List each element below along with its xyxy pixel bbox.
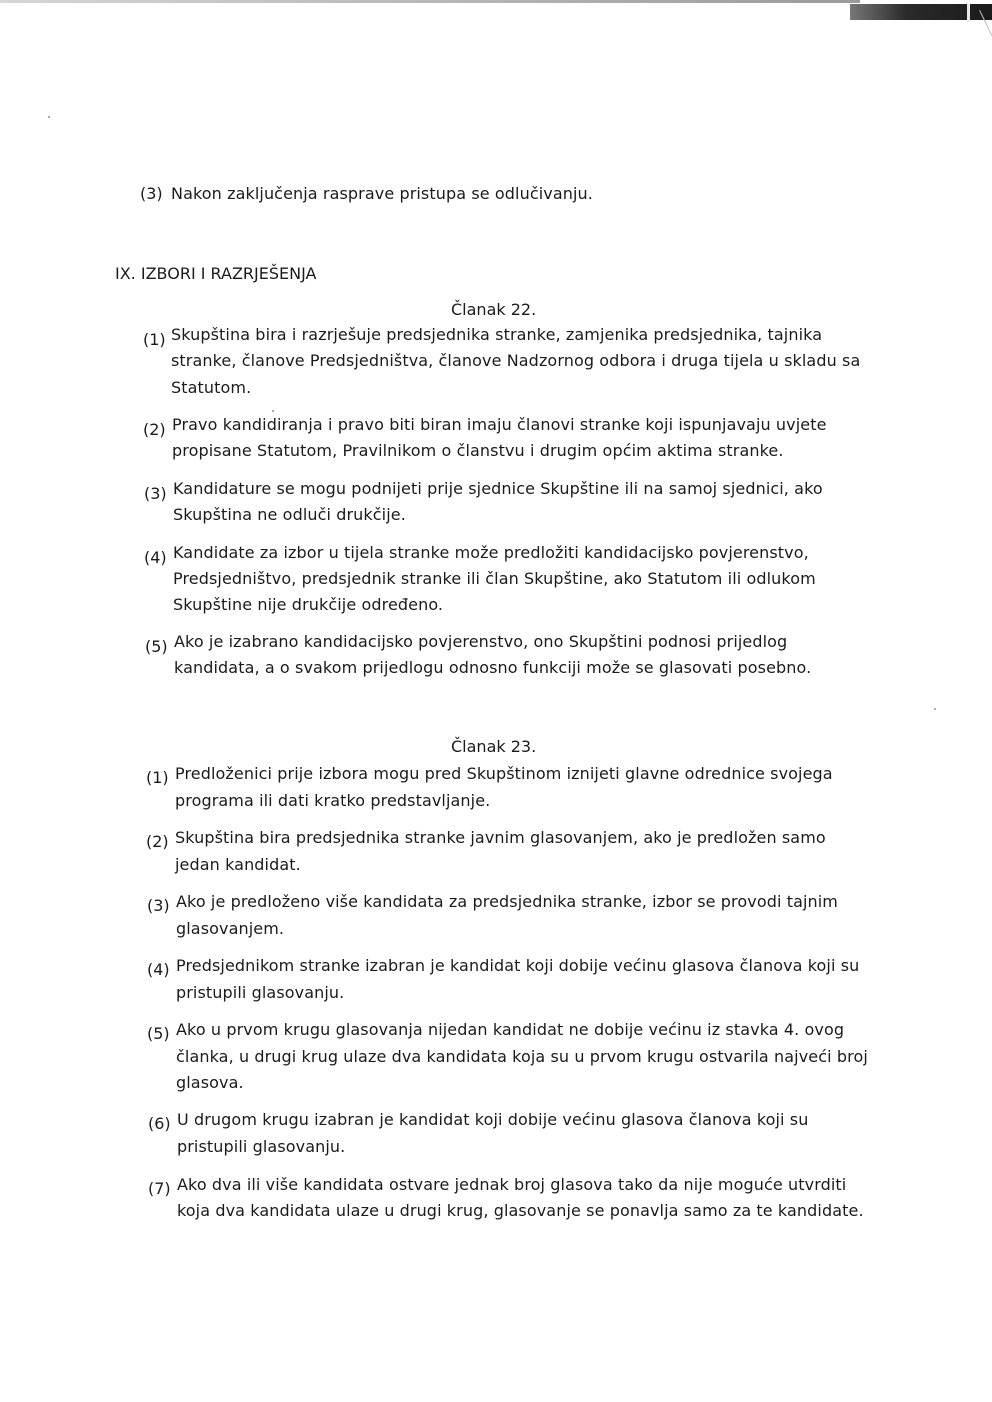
scan-corner-notch <box>967 4 970 22</box>
paragraph-line: propisane Statutom, Pravilnikom o članstvu i drugim općim aktima stranke. <box>172 441 784 460</box>
paragraph-line: glasova. <box>176 1073 244 1092</box>
paragraph-number: (6) <box>148 1114 171 1133</box>
paragraph-line: Predloženici prije izbora mogu pred Skupštinom iznijeti glavne odrednice svojega <box>175 764 833 783</box>
paragraph-line: Ako je izabrano kandidacijsko povjerenstvo, ono Skupštini podnosi prijedlog <box>174 632 788 651</box>
scan-speck <box>934 708 936 710</box>
paragraph-line: Nakon zaključenja rasprave pristupa se odlučivanju. <box>171 184 593 203</box>
paragraph-number: (1) <box>143 330 166 349</box>
paragraph-number: (4) <box>147 960 170 979</box>
article-23-title: Članak 23. <box>451 737 537 756</box>
paragraph-line: članka, u drugi krug ulaze dva kandidata koja su u prvom krugu ostvarila najveći broj <box>176 1047 868 1066</box>
section-title: IX. IZBORI I RAZRJEŠENJA <box>115 264 317 283</box>
paragraph-line: Skupština ne odluči drukčije. <box>173 505 406 524</box>
paragraph-number: (2) <box>143 420 166 439</box>
paragraph-line: Kandidate za izbor u tijela stranke može predložiti kandidacijsko povjerenstvo, <box>173 543 809 562</box>
scan-corner-fold <box>979 10 992 280</box>
scan-speck <box>48 116 50 118</box>
scan-edge-line <box>0 0 860 3</box>
paragraph-line: Ako je predloženo više kandidata za predsjednika stranke, izbor se provodi tajnim <box>176 892 838 911</box>
paragraph-line: Ako u prvom krugu glasovanja nijedan kandidat ne dobije većinu iz stavka 4. ovog <box>176 1020 845 1039</box>
paragraph-line: stranke, članove Predsjedništva, članove Nadzornog odbora i druga tijela u skladu sa <box>171 351 861 370</box>
scan-corner-bar <box>850 4 992 20</box>
paragraph-line: Statutom. <box>171 378 252 397</box>
paragraph-line: Skupština bira predsjednika stranke javnim glasovanjem, ako je predložen samo <box>175 828 826 847</box>
paragraph-number: (2) <box>146 832 169 851</box>
paragraph-line: Ako dva ili više kandidata ostvare jednak broj glasova tako da nije moguće utvrditi <box>177 1175 847 1194</box>
scan-corner-artifact <box>842 0 992 280</box>
paragraph-line: Pravo kandidiranja i pravo biti biran imaju članovi stranke koji ispunjavaju uvjete <box>172 415 827 434</box>
paragraph-number: (5) <box>147 1024 170 1043</box>
paragraph-number: (3) <box>140 184 163 203</box>
paragraph-line: Kandidature se mogu podnijeti prije sjednice Skupštine ili na samoj sjednici, ako <box>173 479 823 498</box>
paragraph-number: (7) <box>148 1179 171 1198</box>
scan-speck <box>272 410 274 412</box>
paragraph-line: programa ili dati kratko predstavljanje. <box>175 791 491 810</box>
paragraph-number: (3) <box>144 484 167 503</box>
paragraph-number: (5) <box>145 637 168 656</box>
paragraph-line: Skupština bira i razrješuje predsjednika stranke, zamjenika predsjednika, tajnika <box>171 325 823 344</box>
paragraph-line: Skupštine nije drukčije određeno. <box>173 595 444 614</box>
paragraph-line: koja dva kandidata ulaze u drugi krug, glasovanje se ponavlja samo za te kandidate. <box>177 1201 864 1220</box>
paragraph-line: pristupili glasovanju. <box>177 1137 346 1156</box>
paragraph-line: glasovanjem. <box>176 919 285 938</box>
paragraph-line: jedan kandidat. <box>175 855 301 874</box>
paragraph-line: pristupili glasovanju. <box>176 983 345 1002</box>
paragraph-line: Predsjednikom stranke izabran je kandidat koji dobije većinu glasova članova koji su <box>176 956 860 975</box>
article-22-title: Članak 22. <box>451 300 537 319</box>
paragraph-line: kandidata, a o svakom prijedlogu odnosno funkciji može se glasovati posebno. <box>174 658 812 677</box>
paragraph-number: (3) <box>147 896 170 915</box>
paragraph-line: U drugom krugu izabran je kandidat koji dobije većinu glasova članova koji su <box>177 1110 809 1129</box>
paragraph-number: (1) <box>146 768 169 787</box>
paragraph-line: Predsjedništvo, predsjednik stranke ili član Skupštine, ako Statutom ili odlukom <box>173 569 816 588</box>
paragraph-number: (4) <box>144 548 167 567</box>
